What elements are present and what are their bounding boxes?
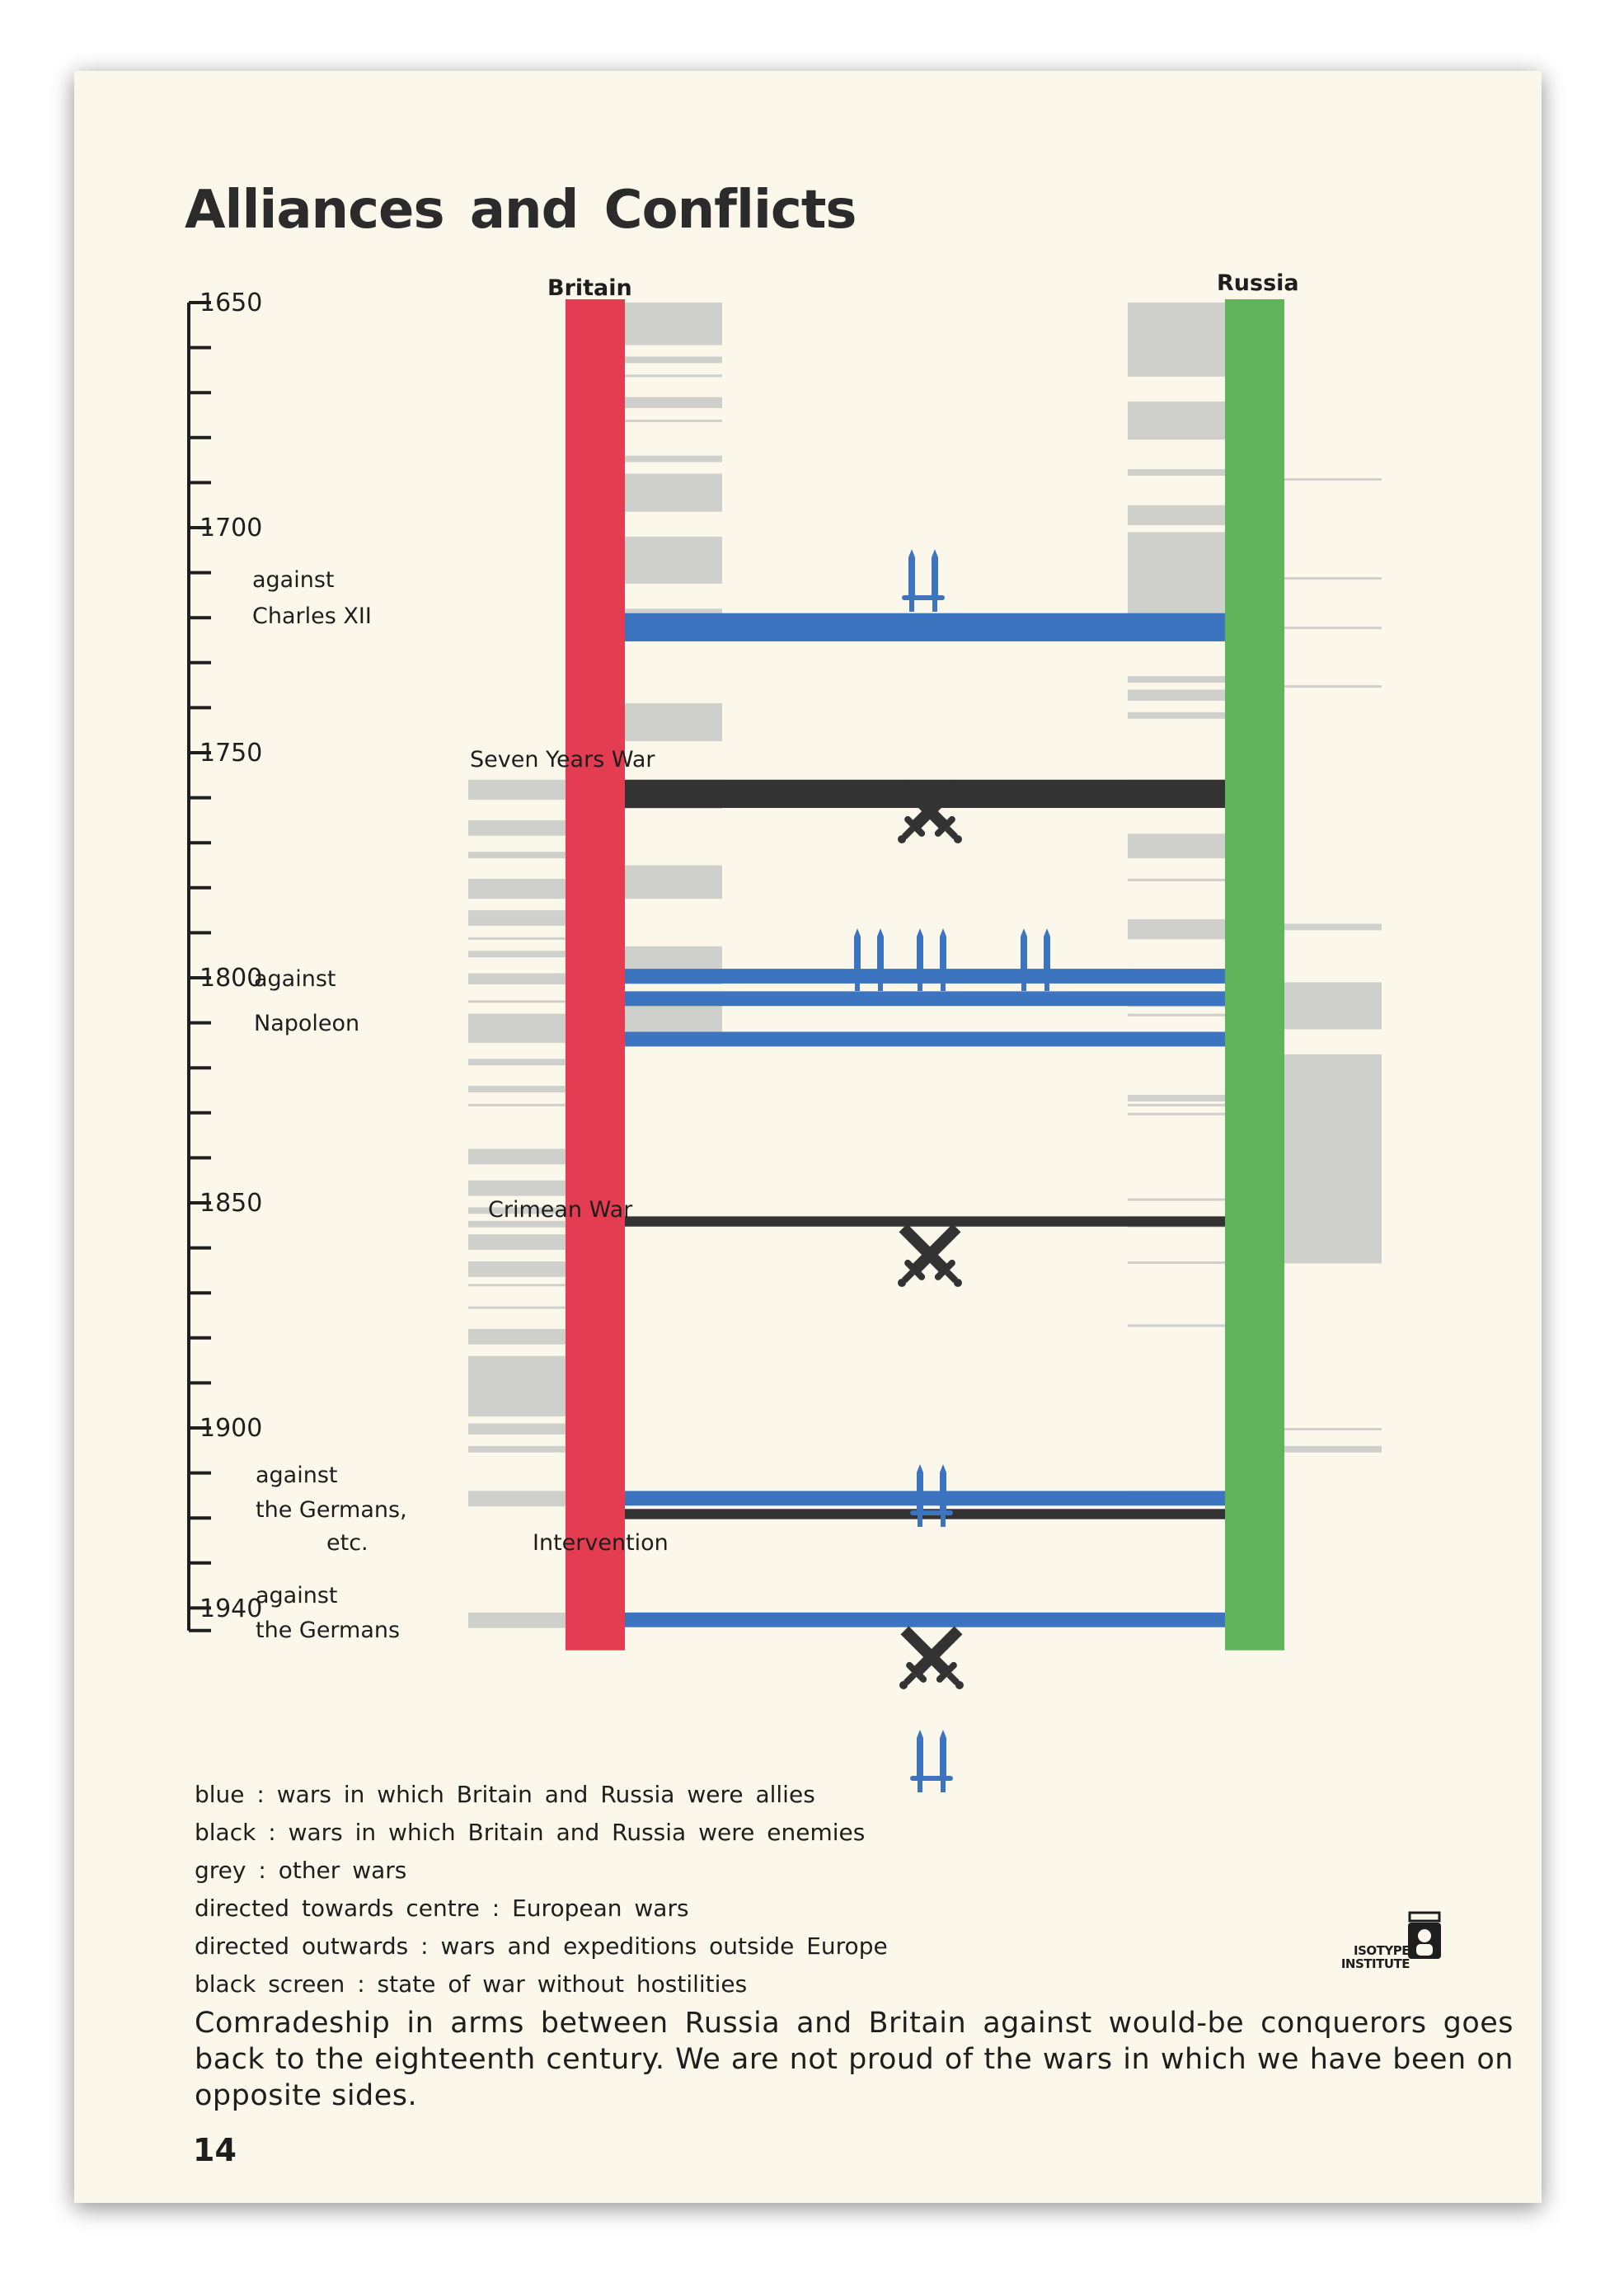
period-label-charles-line1: against [252, 567, 335, 593]
britain-other-war-outside-bar [468, 1424, 566, 1435]
russia-other-war-european-bar [1128, 1199, 1225, 1201]
war-label-intervention: Intervention [533, 1530, 669, 1556]
britain-other-war-outside-bar [468, 937, 566, 940]
alliance-bar [625, 991, 1225, 1006]
russia-other-war-european-bar [1128, 834, 1225, 858]
year-label-1750: 1750 [199, 739, 263, 768]
ally-sword-right-blade [940, 928, 946, 974]
alliance-bar [625, 1032, 1225, 1047]
russia-other-war-european-bar [1128, 505, 1225, 525]
russia-other-war-european-bar [1128, 676, 1225, 683]
crossed-swords-icon [889, 1219, 970, 1295]
legend-key: black [195, 1819, 256, 1846]
russia-other-war-outside-bar [1284, 923, 1382, 930]
britain-other-war-outside-bar [468, 1104, 566, 1106]
ally-sword-left-blade [1021, 928, 1027, 974]
ally-sword-right-grip [941, 1515, 946, 1527]
legend-key: grey [195, 1857, 246, 1884]
ally-sword-left-blade [917, 928, 923, 974]
isotype-logo-icon [1406, 1911, 1443, 1964]
legend-row-blue: blue : wars in which Britain and Russia were allies [195, 1781, 815, 1808]
britain-other-war-outside-bar [468, 1261, 566, 1277]
ally-sword-left-blade [917, 1730, 923, 1776]
britain-other-war-european-bar [625, 303, 722, 345]
britain-other-war-outside-bar [468, 1181, 566, 1196]
russia-other-war-european-bar [1128, 879, 1225, 881]
russia-other-war-european-bar [1128, 1095, 1225, 1101]
caption: Comradeship in arms between Russia and Britain against would-be conquerors goes back to the eighteenth century. We are not proud of the wars in which we have been on opposite sides. [195, 2007, 1514, 2112]
year-label-1650: 1650 [199, 289, 263, 317]
britain-other-war-outside-bar [468, 1234, 566, 1250]
legend-text: wars and expeditions outside Europe [440, 1932, 888, 1960]
year-label-1940: 1940 [199, 1594, 263, 1623]
ally-icon-crossguard [910, 974, 953, 979]
legend-text: wars in which Britain and Russia were enemies [288, 1819, 866, 1846]
britain-other-war-outside-bar [468, 1059, 566, 1065]
britain-other-war-outside-bar [468, 1307, 566, 1309]
russia-other-war-european-bar [1128, 919, 1225, 939]
britain-other-war-outside-bar [468, 951, 566, 957]
year-label-1850: 1850 [199, 1189, 263, 1218]
isotype-institute-logo [1327, 1911, 1443, 1985]
legend-text: European wars [512, 1895, 689, 1922]
legend-row-centre: directed towards centre : European wars [195, 1895, 689, 1922]
period-label-germans1-line1: against [256, 1463, 338, 1488]
page-title: Alliances and Conflicts [185, 180, 857, 241]
year-label-1900: 1900 [199, 1414, 263, 1443]
page-sheet [74, 71, 1542, 2203]
russia-other-war-outside-bar [1284, 1446, 1382, 1453]
russia-column-label: Russia [1217, 270, 1299, 296]
britain-other-war-outside-bar [468, 1329, 566, 1345]
britain-other-war-outside-bar [468, 910, 566, 926]
ally-sword-left-blade [854, 928, 861, 974]
legend-key: blue [195, 1781, 245, 1808]
britain-other-war-outside-bar [468, 1356, 566, 1416]
ally-sword-right-blade [940, 1464, 946, 1510]
britain-other-war-outside-bar [468, 1491, 566, 1506]
britain-other-war-european-bar [625, 456, 722, 463]
ally-sword-right-grip [941, 979, 946, 991]
russia-other-war-european-bar [1128, 712, 1225, 719]
ally-icon-crossguard [910, 1510, 953, 1515]
ally-sword-left-grip [855, 979, 860, 991]
legend-row-outwards: directed outwards : wars and expeditions outside Europe [195, 1932, 888, 1960]
ally-icon-crossguard [1014, 974, 1057, 979]
ally-sword-left-grip [1021, 979, 1026, 991]
russia-other-war-european-bar [1128, 469, 1225, 476]
russia-other-war-european-bar [1128, 1014, 1225, 1017]
britain-other-war-european-bar [625, 420, 722, 422]
year-label-1700: 1700 [199, 514, 263, 542]
ally-sword-right-grip [932, 600, 937, 612]
period-label-germans1-line3: etc. [326, 1530, 368, 1556]
britain-other-war-european-bar [625, 537, 722, 584]
legend-row-screen: black screen : state of war without hostilities [195, 1970, 748, 1998]
period-label-napoleon-line1: against [254, 966, 336, 992]
ally-sword-left-grip [909, 600, 914, 612]
legend-row-black: black : wars in which Britain and Russia were enemies [195, 1819, 866, 1846]
logo-line2: INSTITUTE [1340, 1956, 1410, 1971]
legend-key: directed outwards [195, 1932, 409, 1960]
britain-other-war-european-bar [625, 866, 722, 899]
ally-sword-right-blade [1044, 928, 1050, 974]
legend-key: directed towards centre [195, 1895, 480, 1922]
russia-other-war-european-bar [1128, 1104, 1225, 1106]
period-label-napoleon-line2: Napoleon [254, 1011, 360, 1036]
russia-other-war-european-bar [1128, 1261, 1225, 1264]
britain-other-war-european-bar [625, 374, 722, 377]
britain-other-war-outside-bar [468, 1086, 566, 1092]
ally-sword-right-blade [940, 1730, 946, 1776]
russia-other-war-outside-bar [1284, 1428, 1382, 1430]
alliance-bar [625, 613, 1225, 641]
russia-column [1225, 299, 1284, 1651]
war-label-seven-years: Seven Years War [470, 747, 655, 773]
britain-other-war-european-bar [625, 357, 722, 364]
ally-sword-right-grip [1044, 979, 1049, 991]
russia-other-war-european-bar [1128, 402, 1225, 439]
russia-other-war-outside-bar [1284, 478, 1382, 481]
russia-other-war-outside-bar [1284, 685, 1382, 688]
russia-other-war-outside-bar [1284, 1054, 1382, 1264]
legend-row-grey: grey : other wars [195, 1857, 407, 1884]
russia-other-war-outside-bar [1284, 982, 1382, 1029]
ally-sword-left-grip [918, 979, 922, 991]
ally-sword-left-blade [917, 1464, 923, 1510]
britain-other-war-outside-bar [468, 852, 566, 858]
war-label-crimean: Crimean War [488, 1197, 633, 1223]
conflict-bar [625, 1216, 1225, 1226]
russia-other-war-european-bar [1128, 690, 1225, 701]
alliance-bar [625, 1491, 1225, 1505]
legend-text: wars in which Britain and Russia were allies [276, 1781, 815, 1808]
legend-text: state of war without hostilities [377, 1970, 748, 1998]
logo-line1: ISOTYPE [1354, 1943, 1410, 1958]
britain-other-war-outside-bar [468, 780, 566, 800]
britain-other-war-outside-bar [468, 1284, 566, 1286]
legend-key: black screen [195, 1970, 345, 1998]
ally-sword-right-grip [878, 979, 883, 991]
russia-other-war-european-bar [1128, 303, 1225, 377]
page-number: 14 [193, 2132, 237, 2168]
russia-other-war-european-bar [1128, 1113, 1225, 1115]
britain-column [566, 299, 625, 1651]
legend [195, 1776, 1019, 2003]
britain-other-war-outside-bar [468, 1446, 566, 1453]
ally-icon-crossguard [902, 595, 945, 600]
crossed-swords-icon [891, 1621, 972, 1698]
russia-other-war-european-bar [1128, 532, 1225, 619]
legend-text: other wars [278, 1857, 407, 1884]
britain-other-war-outside-bar [468, 820, 566, 836]
britain-other-war-european-bar [625, 473, 722, 511]
ally-sword-left-grip [918, 1515, 922, 1527]
russia-other-war-european-bar [1128, 1324, 1225, 1327]
russia-other-war-outside-bar [1284, 627, 1382, 629]
britain-other-war-outside-bar [468, 1000, 566, 1003]
alliance-bar [625, 1613, 1225, 1627]
britain-other-war-european-bar [625, 397, 722, 408]
ally-sword-right-blade [932, 549, 938, 595]
ally-sword-right-blade [877, 928, 884, 974]
period-label-germans1-line2: the Germans, [256, 1497, 407, 1523]
britain-other-war-outside-bar [468, 974, 566, 984]
russia-other-war-outside-bar [1284, 577, 1382, 580]
period-label-charles-line2: Charles XII [252, 603, 372, 629]
period-label-germans2-line2: the Germans [256, 1618, 401, 1643]
period-label-germans2-line1: against [256, 1583, 338, 1608]
ally-icon-crossguard [847, 974, 890, 979]
ally-sword-left-blade [908, 549, 915, 595]
britain-other-war-outside-bar [468, 879, 566, 899]
britain-other-war-outside-bar [468, 1148, 566, 1164]
britain-other-war-european-bar [625, 703, 722, 741]
britain-other-war-outside-bar [468, 1613, 566, 1628]
britain-column-label: Britain [547, 275, 632, 301]
year-label-1800: 1800 [199, 964, 263, 993]
britain-other-war-outside-bar [468, 1014, 566, 1043]
